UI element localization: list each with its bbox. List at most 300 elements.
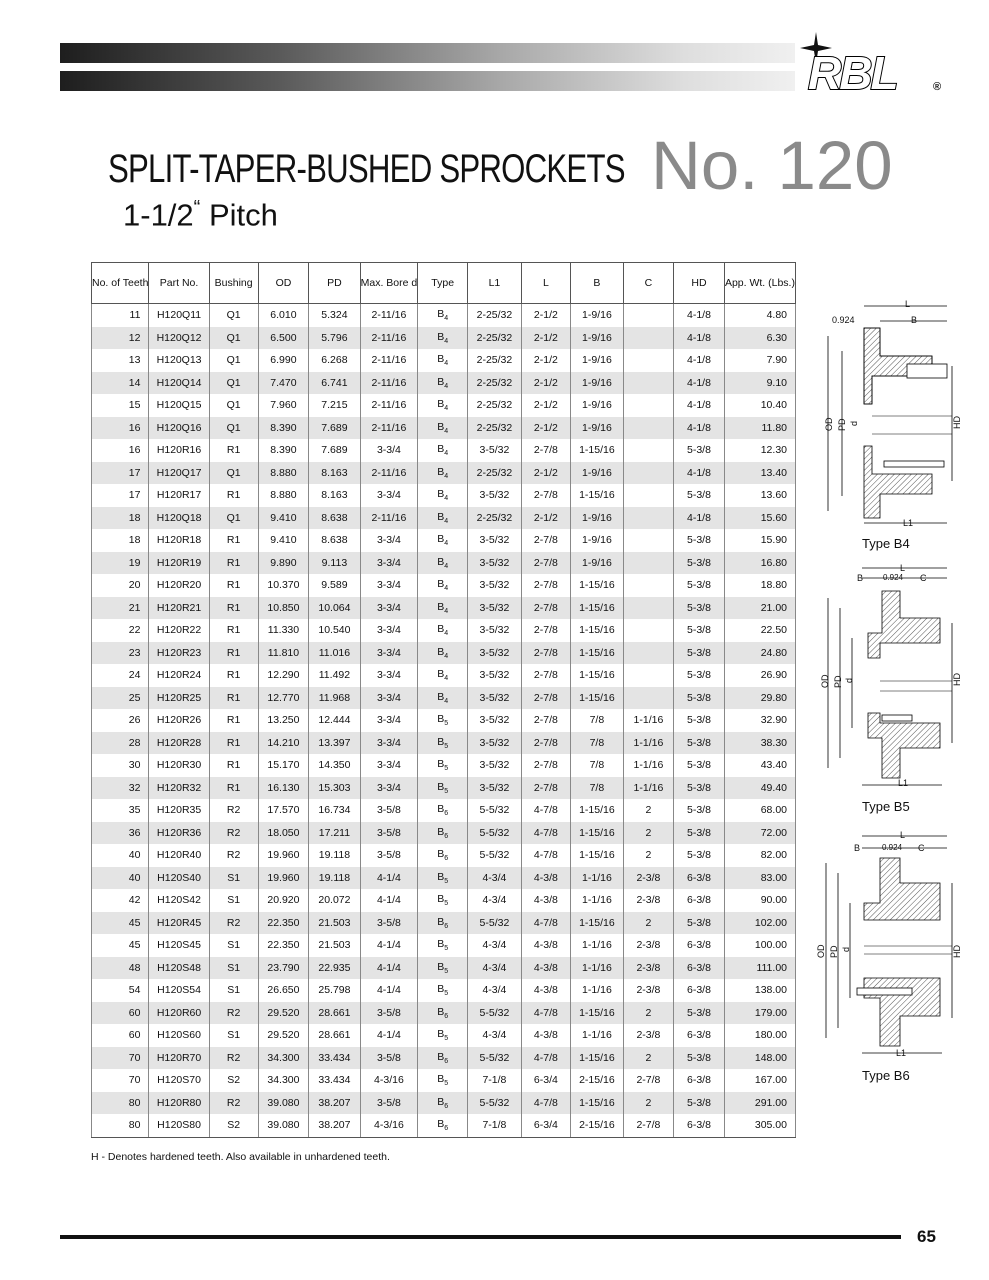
cell-teeth: 54 — [92, 979, 149, 1002]
cell-od: 12.290 — [258, 664, 309, 687]
type-letter: B — [437, 735, 445, 748]
table-row — [92, 304, 796, 327]
col-header: App. Wt. (Lbs.) — [724, 263, 795, 304]
cell-bushing: R1 — [209, 709, 258, 732]
cell-od: 6.990 — [258, 349, 309, 372]
cell-pd: 25.798 — [309, 979, 360, 1002]
cell-b: 2-15/16 — [571, 1069, 624, 1092]
cell-b: 1-15/16 — [571, 574, 624, 597]
cell-b: 1-15/16 — [571, 642, 624, 665]
cell-l: 2-7/8 — [521, 754, 570, 777]
cell-hd: 5-3/8 — [674, 687, 725, 710]
cell-max-bore: 3-3/4 — [360, 597, 418, 620]
cell-c — [623, 507, 673, 530]
dim-0924: 0.924 — [832, 315, 855, 325]
cell-l1: 2-25/32 — [468, 327, 522, 350]
cell-type — [418, 1092, 468, 1115]
table-row — [92, 822, 796, 845]
cell-hd: 4-1/8 — [674, 372, 725, 395]
cell-teeth: 15 — [92, 394, 149, 417]
type-subscript: 4 — [444, 337, 449, 345]
cell-max-bore: 3-5/8 — [360, 1047, 418, 1070]
cell-l1: 3-5/32 — [468, 732, 522, 755]
cell-hd: 4-1/8 — [674, 327, 725, 350]
cell-l1: 2-25/32 — [468, 417, 522, 440]
cell-l: 2-7/8 — [521, 597, 570, 620]
cell-c: 2-3/8 — [623, 889, 673, 912]
cell-b: 1-1/16 — [571, 957, 624, 980]
pitch-word: Pitch — [208, 197, 278, 233]
type-subscript: 5 — [444, 900, 449, 908]
cell-c — [623, 484, 673, 507]
cell-part-no: H120S80 — [149, 1114, 209, 1137]
cell-l1: 2-25/32 — [468, 507, 522, 530]
type-subscript: 4 — [444, 607, 449, 615]
table-row — [92, 372, 796, 395]
cell-l: 6-3/4 — [521, 1069, 570, 1092]
cell-hd: 5-3/8 — [674, 529, 725, 552]
cell-weight: 72.00 — [724, 822, 795, 845]
cell-bushing: Q1 — [209, 462, 258, 485]
cell-teeth: 45 — [92, 934, 149, 957]
cell-type — [418, 664, 468, 687]
cell-l: 4-3/8 — [521, 979, 570, 1002]
cell-c: 2-7/8 — [623, 1114, 673, 1137]
cell-l: 4-7/8 — [521, 844, 570, 867]
cell-l: 4-3/8 — [521, 934, 570, 957]
type-subscript: 6 — [444, 1102, 449, 1110]
cell-l: 2-7/8 — [521, 552, 570, 575]
cell-max-bore: 3-3/4 — [360, 709, 418, 732]
cell-hd: 5-3/8 — [674, 1092, 725, 1115]
cell-l1: 2-25/32 — [468, 462, 522, 485]
dim-b: B — [911, 315, 918, 325]
cell-part-no: H120S40 — [149, 867, 209, 890]
type-letter: B — [437, 488, 445, 501]
cell-weight: 18.80 — [724, 574, 795, 597]
cell-hd: 5-3/8 — [674, 597, 725, 620]
cell-l: 2-1/2 — [521, 507, 570, 530]
cell-pd: 38.207 — [309, 1092, 360, 1115]
cell-bushing: R1 — [209, 777, 258, 800]
cell-type — [418, 1114, 468, 1137]
cell-type — [418, 754, 468, 777]
table-row — [92, 1069, 796, 1092]
cell-od: 7.470 — [258, 372, 309, 395]
cell-part-no: H120Q18 — [149, 507, 209, 530]
cell-pd: 15.303 — [309, 777, 360, 800]
type-letter: B — [437, 1050, 445, 1063]
cell-max-bore: 3-5/8 — [360, 912, 418, 935]
cell-b: 1-9/16 — [571, 417, 624, 440]
col-header: HD — [674, 263, 725, 304]
cell-weight: 291.00 — [724, 1092, 795, 1115]
cell-type — [418, 394, 468, 417]
cell-weight: 26.90 — [724, 664, 795, 687]
cell-c — [623, 597, 673, 620]
cell-teeth: 60 — [92, 1024, 149, 1047]
type-subscript: 5 — [444, 720, 449, 728]
cell-b: 1-15/16 — [571, 664, 624, 687]
cell-weight: 13.60 — [724, 484, 795, 507]
cell-type — [418, 529, 468, 552]
cell-l1: 3-5/32 — [468, 529, 522, 552]
cell-c — [623, 349, 673, 372]
cell-l: 4-3/8 — [521, 1024, 570, 1047]
cell-od: 39.080 — [258, 1114, 309, 1137]
cell-l: 4-7/8 — [521, 1092, 570, 1115]
cell-c: 2 — [623, 1092, 673, 1115]
cell-od: 34.300 — [258, 1047, 309, 1070]
cell-l1: 5-5/32 — [468, 912, 522, 935]
cell-type — [418, 709, 468, 732]
table-row — [92, 619, 796, 642]
cell-l: 2-1/2 — [521, 304, 570, 327]
cell-part-no: H120S42 — [149, 889, 209, 912]
spec-table — [91, 262, 796, 1138]
cell-max-bore: 2-11/16 — [360, 462, 418, 485]
type-letter: B — [437, 330, 445, 343]
cell-part-no: H120Q17 — [149, 462, 209, 485]
type-letter: B — [437, 1095, 445, 1108]
type-subscript: 5 — [444, 1035, 449, 1043]
cell-l: 2-7/8 — [521, 709, 570, 732]
cell-pd: 28.661 — [309, 1002, 360, 1025]
cell-l: 2-7/8 — [521, 574, 570, 597]
cell-bushing: R1 — [209, 619, 258, 642]
cell-max-bore: 2-11/16 — [360, 394, 418, 417]
table-row — [92, 957, 796, 980]
cell-l: 4-7/8 — [521, 822, 570, 845]
cell-l1: 3-5/32 — [468, 709, 522, 732]
cell-max-bore: 3-3/4 — [360, 552, 418, 575]
cell-c — [623, 439, 673, 462]
cell-max-bore: 4-1/4 — [360, 1024, 418, 1047]
cell-max-bore: 3-3/4 — [360, 687, 418, 710]
cell-pd: 11.016 — [309, 642, 360, 665]
cell-teeth: 80 — [92, 1092, 149, 1115]
cell-c — [623, 619, 673, 642]
cell-teeth: 17 — [92, 484, 149, 507]
cell-bushing: R1 — [209, 529, 258, 552]
col-header: OD — [258, 263, 309, 304]
table-row — [92, 642, 796, 665]
cell-weight: 22.50 — [724, 619, 795, 642]
cell-bushing: R2 — [209, 912, 258, 935]
type-subscript: 4 — [444, 540, 449, 548]
cell-c: 2-3/8 — [623, 979, 673, 1002]
type-letter: B — [437, 398, 445, 411]
type-letter: B — [437, 578, 445, 591]
cell-type — [418, 304, 468, 327]
cell-type — [418, 912, 468, 935]
cell-c: 2 — [623, 912, 673, 935]
type-letter: B — [437, 848, 445, 861]
cell-b: 2-15/16 — [571, 1114, 624, 1137]
cell-teeth: 14 — [92, 372, 149, 395]
cell-bushing: R2 — [209, 1002, 258, 1025]
cell-teeth: 48 — [92, 957, 149, 980]
cell-teeth: 11 — [92, 304, 149, 327]
cell-b: 1-15/16 — [571, 1002, 624, 1025]
cell-weight: 15.60 — [724, 507, 795, 530]
cell-b: 1-15/16 — [571, 822, 624, 845]
cell-weight: 21.00 — [724, 597, 795, 620]
cell-max-bore: 4-1/4 — [360, 957, 418, 980]
cell-type — [418, 1002, 468, 1025]
cell-c — [623, 327, 673, 350]
cell-hd: 6-3/8 — [674, 1114, 725, 1137]
cell-part-no: H120S54 — [149, 979, 209, 1002]
cell-max-bore: 4-3/16 — [360, 1114, 418, 1137]
cell-weight: 43.40 — [724, 754, 795, 777]
cell-l: 2-7/8 — [521, 529, 570, 552]
cell-bushing: R1 — [209, 439, 258, 462]
footer-rule — [60, 1235, 901, 1239]
cell-type — [418, 844, 468, 867]
type-subscript: 4 — [444, 360, 449, 368]
cell-c: 2 — [623, 799, 673, 822]
cell-max-bore: 3-5/8 — [360, 1092, 418, 1115]
type-subscript: 5 — [444, 990, 449, 998]
type-subscript: 4 — [444, 562, 449, 570]
dim-l1: L1 — [896, 1048, 907, 1058]
cell-od: 34.300 — [258, 1069, 309, 1092]
cell-c: 2-3/8 — [623, 867, 673, 890]
cell-bushing: Q1 — [209, 349, 258, 372]
cell-teeth: 23 — [92, 642, 149, 665]
cell-c — [623, 552, 673, 575]
cell-l: 4-3/8 — [521, 957, 570, 980]
type-subscript: 5 — [444, 877, 449, 885]
cell-l1: 2-25/32 — [468, 372, 522, 395]
diagram-type-b5 — [812, 563, 962, 823]
cell-weight: 305.00 — [724, 1114, 795, 1137]
cell-teeth: 80 — [92, 1114, 149, 1137]
type-letter: B — [437, 870, 445, 883]
cell-type — [418, 979, 468, 1002]
cell-bushing: R2 — [209, 799, 258, 822]
cell-weight: 9.10 — [724, 372, 795, 395]
type-letter: B — [437, 1028, 445, 1041]
cell-l: 4-7/8 — [521, 799, 570, 822]
cell-c: 2-3/8 — [623, 934, 673, 957]
cell-part-no: H120Q11 — [149, 304, 209, 327]
cell-l1: 7-1/8 — [468, 1069, 522, 1092]
cell-bushing: S1 — [209, 934, 258, 957]
cell-hd: 5-3/8 — [674, 822, 725, 845]
cell-teeth: 28 — [92, 732, 149, 755]
type-subscript: 6 — [444, 1057, 449, 1065]
page-number: 65 — [917, 1227, 936, 1246]
cell-l: 2-7/8 — [521, 732, 570, 755]
cell-weight: 111.00 — [724, 957, 795, 980]
dim-l1: L1 — [898, 778, 909, 788]
cell-max-bore: 3-5/8 — [360, 822, 418, 845]
dim-hd: HD — [952, 945, 962, 958]
cell-pd: 13.397 — [309, 732, 360, 755]
dim-0924: 0.924 — [882, 843, 903, 852]
cell-max-bore: 4-1/4 — [360, 867, 418, 890]
type-letter: B — [437, 623, 445, 636]
cell-l1: 3-5/32 — [468, 664, 522, 687]
cell-max-bore: 4-1/4 — [360, 934, 418, 957]
cell-hd: 5-3/8 — [674, 777, 725, 800]
type-subscript: 6 — [444, 1125, 449, 1133]
cell-hd: 6-3/8 — [674, 1024, 725, 1047]
cell-od: 6.010 — [258, 304, 309, 327]
cell-pd: 10.064 — [309, 597, 360, 620]
cell-c — [623, 687, 673, 710]
dim-l1: L1 — [903, 518, 914, 528]
cell-pd: 8.638 — [309, 529, 360, 552]
cell-hd: 5-3/8 — [674, 552, 725, 575]
cell-c: 2 — [623, 822, 673, 845]
cell-c — [623, 642, 673, 665]
cell-b: 1-1/16 — [571, 1024, 624, 1047]
type-subscript: 4 — [444, 517, 449, 525]
cell-teeth: 20 — [92, 574, 149, 597]
cell-type — [418, 552, 468, 575]
cell-od: 16.130 — [258, 777, 309, 800]
cell-pd: 7.215 — [309, 394, 360, 417]
cell-od: 39.080 — [258, 1092, 309, 1115]
cell-hd: 5-3/8 — [674, 1047, 725, 1070]
cell-hd: 6-3/8 — [674, 867, 725, 890]
cell-c: 1-1/16 — [623, 709, 673, 732]
table-row — [92, 844, 796, 867]
cell-bushing: R2 — [209, 1047, 258, 1070]
type-subscript: 4 — [444, 495, 449, 503]
dim-c: C — [918, 843, 925, 853]
type-letter: B — [437, 465, 445, 478]
cell-max-bore: 3-5/8 — [360, 844, 418, 867]
diagram-caption-b6: Type B6 — [862, 1068, 910, 1083]
cell-bushing: S1 — [209, 1024, 258, 1047]
cell-c: 1-1/16 — [623, 777, 673, 800]
type-subscript: 4 — [444, 652, 449, 660]
table-row — [92, 1114, 796, 1137]
cell-od: 19.960 — [258, 844, 309, 867]
type-letter: B — [437, 803, 445, 816]
type-letter: B — [437, 353, 445, 366]
type-letter: B — [437, 893, 445, 906]
table-row — [92, 732, 796, 755]
cell-max-bore: 4-3/16 — [360, 1069, 418, 1092]
cell-part-no: H120R24 — [149, 664, 209, 687]
cell-pd: 33.434 — [309, 1047, 360, 1070]
type-subscript: 4 — [444, 472, 449, 480]
cell-c — [623, 529, 673, 552]
cell-c — [623, 372, 673, 395]
cell-type — [418, 957, 468, 980]
type-letter: B — [437, 758, 445, 771]
cell-hd: 5-3/8 — [674, 709, 725, 732]
dim-l: L — [905, 299, 911, 309]
cell-l1: 5-5/32 — [468, 1002, 522, 1025]
type-subscript: 5 — [444, 787, 449, 795]
table-row — [92, 799, 796, 822]
cell-weight: 10.40 — [724, 394, 795, 417]
cell-l: 4-3/8 — [521, 867, 570, 890]
type-subscript: 4 — [444, 630, 449, 638]
cell-pd: 9.113 — [309, 552, 360, 575]
cell-od: 14.210 — [258, 732, 309, 755]
cell-pd: 8.638 — [309, 507, 360, 530]
cell-b: 7/8 — [571, 754, 624, 777]
cell-b: 7/8 — [571, 777, 624, 800]
cell-part-no: H120R45 — [149, 912, 209, 935]
cell-part-no: H120S48 — [149, 957, 209, 980]
cell-teeth: 19 — [92, 552, 149, 575]
cell-hd: 4-1/8 — [674, 417, 725, 440]
logo-text: RBL — [808, 47, 897, 99]
type-letter: B — [437, 780, 445, 793]
cell-part-no: H120R32 — [149, 777, 209, 800]
cell-type — [418, 799, 468, 822]
cell-max-bore: 4-1/4 — [360, 889, 418, 912]
cell-part-no: H120R30 — [149, 754, 209, 777]
model-number: No. 120 — [651, 127, 893, 204]
col-header: Bushing — [209, 263, 258, 304]
cell-l1: 4-3/4 — [468, 867, 522, 890]
col-header: B — [571, 263, 624, 304]
cell-c: 2 — [623, 1002, 673, 1025]
cell-pd: 22.935 — [309, 957, 360, 980]
cell-teeth: 40 — [92, 867, 149, 890]
cell-bushing: Q1 — [209, 372, 258, 395]
footnote: H - Denotes hardened teeth. Also available in unhardened teeth. — [91, 1151, 390, 1163]
type-subscript: 4 — [444, 675, 449, 683]
cell-hd: 5-3/8 — [674, 642, 725, 665]
cell-l1: 5-5/32 — [468, 1092, 522, 1115]
cell-od: 10.850 — [258, 597, 309, 620]
cell-od: 15.170 — [258, 754, 309, 777]
cell-l: 2-7/8 — [521, 619, 570, 642]
cell-b: 1-15/16 — [571, 912, 624, 935]
cell-teeth: 17 — [92, 462, 149, 485]
cell-weight: 38.30 — [724, 732, 795, 755]
cell-weight: 148.00 — [724, 1047, 795, 1070]
table-row — [92, 1002, 796, 1025]
cell-b: 1-15/16 — [571, 597, 624, 620]
cell-l: 6-3/4 — [521, 1114, 570, 1137]
cell-part-no: H120R25 — [149, 687, 209, 710]
cell-b: 1-15/16 — [571, 439, 624, 462]
cell-l1: 7-1/8 — [468, 1114, 522, 1137]
cell-hd: 4-1/8 — [674, 507, 725, 530]
cell-part-no: H120R70 — [149, 1047, 209, 1070]
table-row — [92, 349, 796, 372]
cell-c: 2-7/8 — [623, 1069, 673, 1092]
dim-pd: PD — [829, 945, 839, 958]
cell-part-no: H120R28 — [149, 732, 209, 755]
cell-l: 2-7/8 — [521, 484, 570, 507]
cell-part-no: H120R17 — [149, 484, 209, 507]
cell-od: 22.350 — [258, 912, 309, 935]
dim-d: d — [849, 420, 859, 426]
cell-od: 9.410 — [258, 507, 309, 530]
cell-pd: 16.734 — [309, 799, 360, 822]
cell-bushing: R1 — [209, 597, 258, 620]
col-header: L — [521, 263, 570, 304]
cell-type — [418, 1047, 468, 1070]
cell-teeth: 16 — [92, 417, 149, 440]
cell-l1: 4-3/4 — [468, 889, 522, 912]
cell-l1: 3-5/32 — [468, 439, 522, 462]
header-gradient-bar-top — [60, 43, 795, 63]
cell-bushing: S1 — [209, 889, 258, 912]
